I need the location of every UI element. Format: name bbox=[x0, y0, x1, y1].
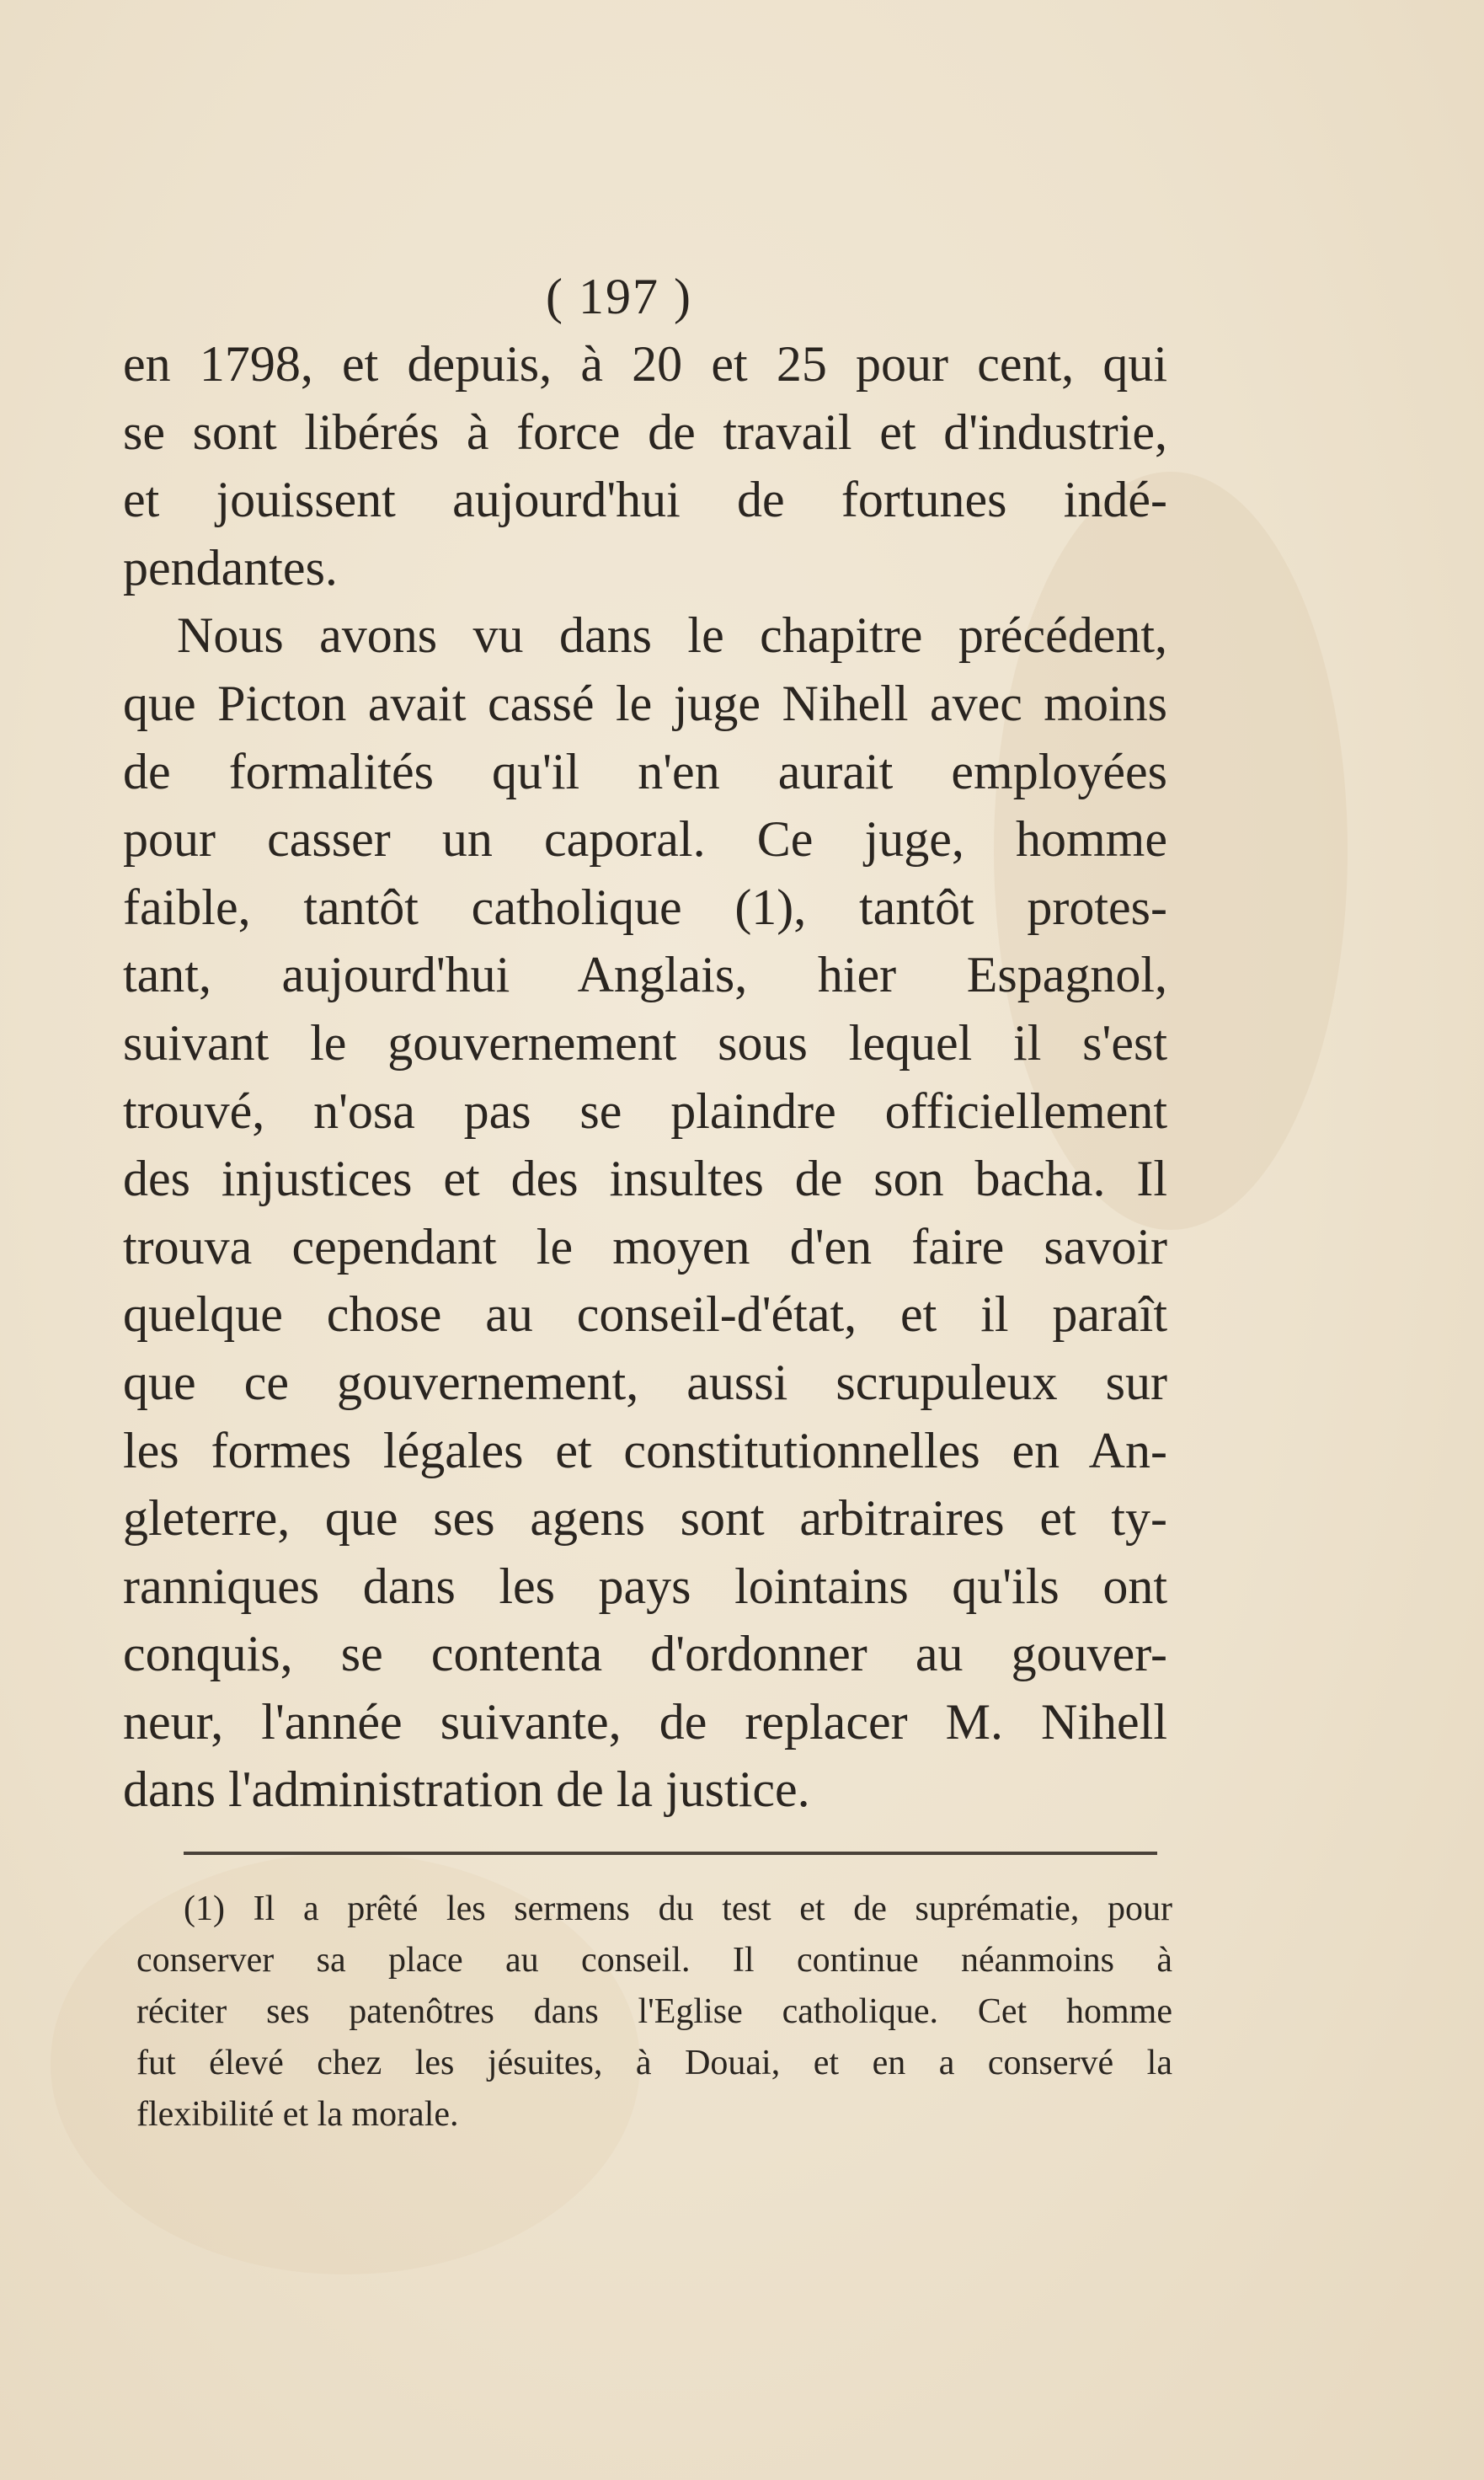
text-line: suivant le gouvernement sous lequel il s'est bbox=[123, 1014, 1167, 1071]
text-line: et jouissent aujourd'hui de fortunes indé- bbox=[123, 472, 1167, 528]
text-line: trouvé, n'osa pas se plaindre officiellement bbox=[123, 1082, 1167, 1139]
text-line: se sont libérés à force de travail et d'industrie, bbox=[123, 404, 1167, 460]
footnote-line: flexibilité et la morale. bbox=[136, 2095, 459, 2134]
text-line: des injustices et des insultes de son bacha. Il bbox=[123, 1151, 1167, 1207]
text-line: Nous avons vu dans le chapitre précédent, bbox=[177, 607, 1167, 664]
page-number: ( 197 ) bbox=[546, 269, 692, 324]
footnote bbox=[136, 1884, 1172, 2141]
footnote-line: fut élevé chez les jésuites, à Douai, et en a conservé la bbox=[136, 2044, 1172, 2082]
body-text bbox=[123, 330, 1167, 1824]
text-line: trouva cependant le moyen d'en faire savoir bbox=[123, 1218, 1167, 1275]
text-line: ranniques dans les pays lointains qu'ils ont bbox=[123, 1558, 1167, 1614]
footnote-line: conserver sa place au conseil. Il continue néanmoins à bbox=[136, 1941, 1172, 1980]
footnote-line: (1) Il a prêté les sermens du test et de suprématie, pour bbox=[184, 1889, 1172, 1928]
text-line: de formalités qu'il n'en aurait employées bbox=[123, 743, 1167, 799]
text-line: dans l'administration de la justice. bbox=[123, 1761, 810, 1818]
footnote-line: réciter ses patenôtres dans l'Eglise catholique. Cet homme bbox=[136, 1992, 1172, 2031]
footnote-divider bbox=[184, 1852, 1157, 1855]
text-line: que ce gouvernement, aussi scrupuleux sur bbox=[123, 1354, 1167, 1410]
text-line: tant, aujourd'hui Anglais, hier Espagnol, bbox=[123, 947, 1167, 1003]
text-line: que Picton avait cassé le juge Nihell avec moins bbox=[123, 675, 1167, 731]
text-line: quelque chose au conseil-d'état, et il paraît bbox=[123, 1286, 1167, 1343]
text-line: les formes légales et constitutionnelles en An- bbox=[123, 1422, 1167, 1478]
text-line: conquis, se contenta d'ordonner au gouver- bbox=[123, 1626, 1167, 1682]
text-line: gleterre, que ses agens sont arbitraires et ty- bbox=[123, 1490, 1167, 1547]
text-line: en 1798, et depuis, à 20 et 25 pour cent, qui bbox=[123, 336, 1167, 392]
text-line: pour casser un caporal. Ce juge, homme bbox=[123, 811, 1167, 868]
text-line: pendantes. bbox=[123, 539, 338, 596]
text-line: faible, tantôt catholique (1), tantôt protes- bbox=[123, 879, 1167, 935]
text-line: neur, l'année suivante, de replacer M. Nihell bbox=[123, 1693, 1167, 1750]
